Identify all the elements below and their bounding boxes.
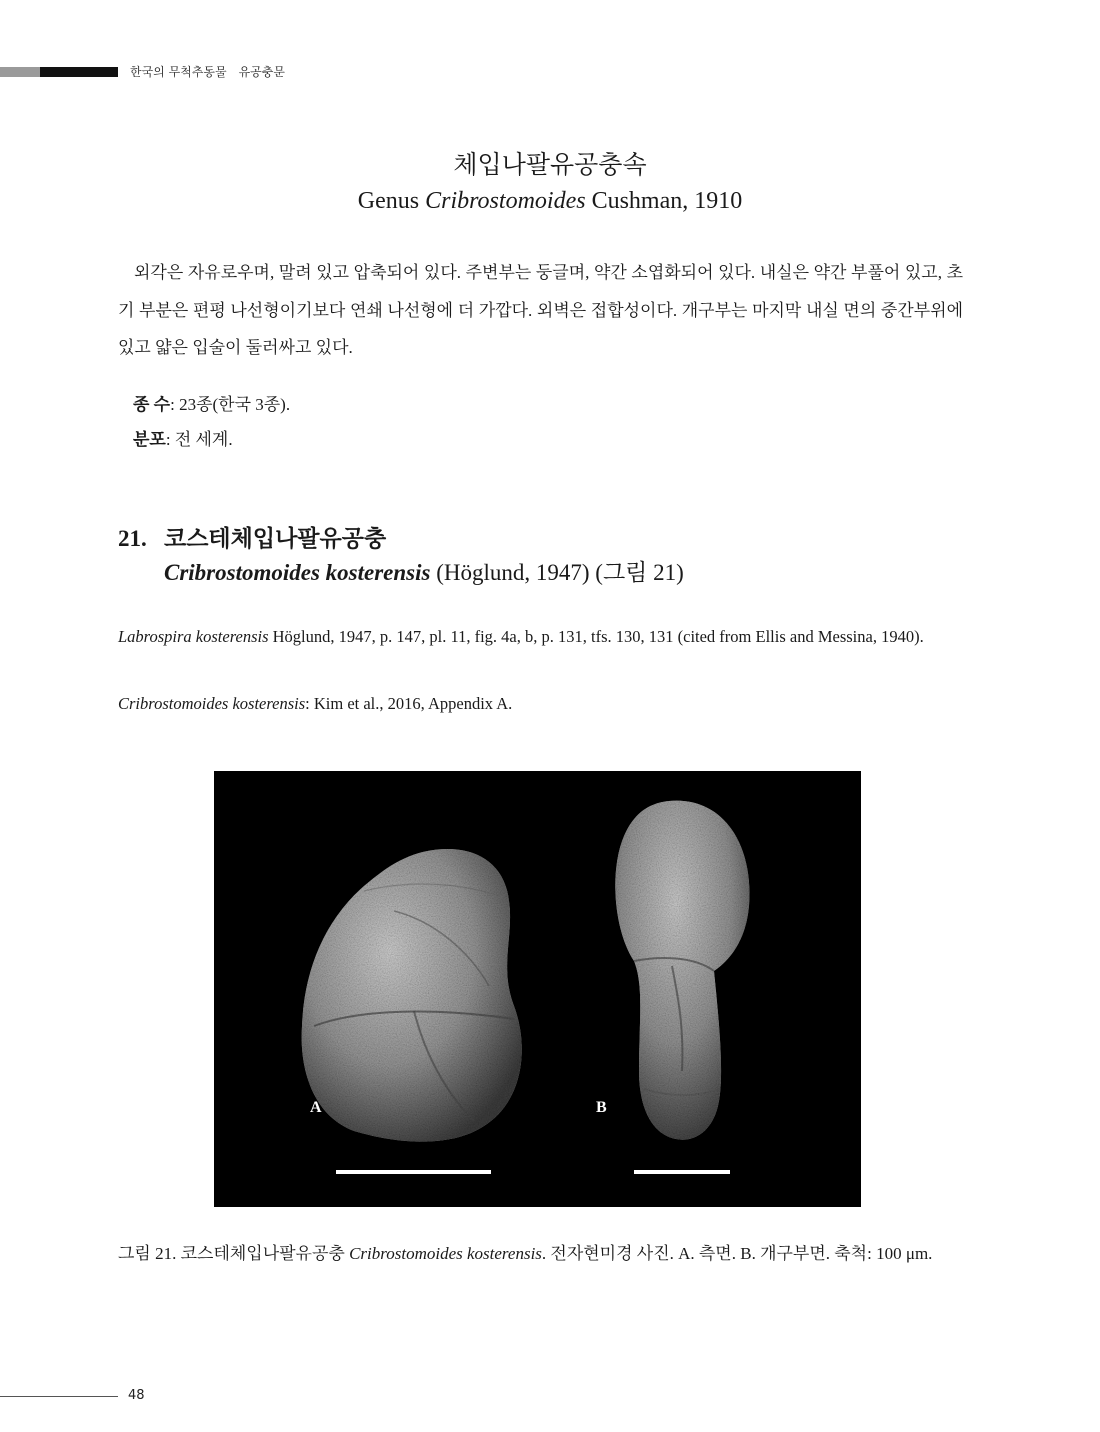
genus-korean-title: 체입나팔유공충속 [453, 152, 647, 179]
species-number: 21. [118, 526, 147, 551]
header-accent-bar-black [40, 67, 118, 77]
species-count-label: 종 수 [133, 395, 171, 414]
specimen-a-side-view [302, 849, 522, 1142]
synonym-name: Labrospira kosterensis [118, 627, 269, 646]
header-accent-bar-gray [0, 67, 40, 77]
species-authority: (Höglund, 1947) [436, 560, 590, 585]
distribution-label: 분포 [133, 430, 166, 449]
caption-latin-name: Cribrostomoides kosterensis [349, 1244, 542, 1263]
page-number: 48 [128, 1388, 145, 1403]
synonym-entry [118, 687, 963, 721]
running-header [130, 63, 285, 80]
synonym-citation: Höglund, 1947, p. 147, pl. 11, fig. 4a, b, p. 131, tfs. 130, 131 (cited from Ellis and Messina, 1940). [268, 627, 924, 646]
synonym-citation: : Kim et al., 2016, Appendix A. [305, 694, 513, 713]
species-count-value: : 23종(한국 3종). [170, 395, 291, 414]
species-latin-name: Cribrostomoides kosterensis [164, 560, 431, 585]
genus-description: 외각은 자유로우며, 말려 있고 압축되어 있다. 주변부는 둥글며, 약간 소엽화되어 있다. 내실은 약간 부풀어 있고, 초기 부분은 편평 나선형이기보다 연쇄 나선형에 더 가깝다. 외벽은 접합성이다. 개구부는 마지막 내실 면의 중간부위에 있고 얇은 입술이 둘러싸고 있다. [118, 263, 963, 357]
genus-latin-name: Cribrostomoides [425, 188, 586, 214]
species-count [133, 393, 290, 417]
caption-prefix: 그림 21. 코스테체입나팔유공충 [118, 1244, 350, 1263]
genus-latin-title [0, 186, 1100, 216]
book-title: 한국의 무척추동물 [130, 65, 227, 79]
figure-label-a: A [310, 1099, 322, 1116]
specimen-b-apertural-view [615, 801, 749, 1140]
scale-bar-b [634, 1170, 730, 1174]
distribution [133, 428, 233, 452]
distribution-value: : 전 세계. [165, 430, 233, 449]
synonym-name: Cribrostomoides kosterensis [118, 694, 306, 713]
caption-suffix: . 전자현미경 사진. A. 측면. B. 개구부면. 축척: 100 μm. [541, 1244, 933, 1263]
scale-bar-a [336, 1170, 491, 1174]
genus-authority: Cushman, 1910 [591, 188, 743, 214]
genus-prefix: Genus [357, 188, 420, 214]
footer-rule [0, 1396, 118, 1397]
species-korean-name: 코스테체입나팔유공충 [164, 526, 387, 551]
synonym-entry [118, 620, 963, 654]
sem-photo-figure [214, 771, 861, 1207]
figure-label-b: B [596, 1099, 607, 1116]
chapter-title: 유공충문 [238, 65, 285, 79]
species-latin-heading [164, 557, 684, 589]
species-heading [118, 524, 386, 554]
figure-caption [118, 1235, 963, 1272]
sem-photo-illustration [214, 771, 861, 1207]
species-figure-ref: (그림 21) [595, 560, 684, 585]
